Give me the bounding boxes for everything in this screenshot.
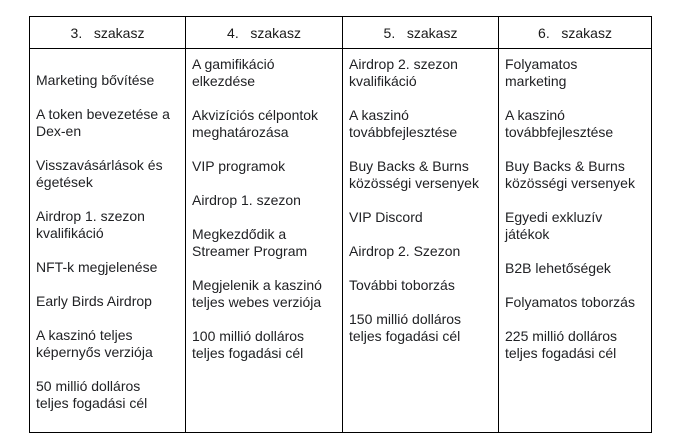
list-item: Buy Backs & Burns közösségi versenyek xyxy=(505,158,635,191)
list-item: 100 millió dolláros teljes fogadási cél xyxy=(192,328,305,361)
list-item: A kaszinó továbbfejlesztése xyxy=(349,107,458,140)
list-item: Visszavásárlások és égetések xyxy=(36,157,163,190)
list-item: 150 millió dolláros teljes fogadási cél xyxy=(349,311,462,344)
list-item: A token bevezetése a Dex-en xyxy=(36,106,170,139)
phase-5-column xyxy=(343,49,499,432)
list-item: Buy Backs & Burns közösségi versenyek xyxy=(349,158,479,191)
phase-4-header: 4. szakasz xyxy=(186,17,343,49)
list-item: A kaszinó továbbfejlesztése xyxy=(505,107,614,140)
list-item: VIP programok xyxy=(192,158,286,174)
list-item: Airdrop 1. szezon kvalifikáció xyxy=(36,208,145,241)
list-item: További toborzás xyxy=(349,277,455,293)
phase-5-header: 5. szakasz xyxy=(343,17,499,49)
roadmap-table xyxy=(29,16,652,433)
list-item: NFT-k megjelenése xyxy=(36,259,158,275)
list-item: Folyamatos toborzás xyxy=(505,294,635,310)
list-item: Megjelenik a kaszinó teljes webes verziója xyxy=(192,277,322,310)
list-item: 225 millió dolláros teljes fogadási cél xyxy=(505,328,618,361)
list-item: Folyamatos marketing xyxy=(505,56,578,89)
list-item: VIP Discord xyxy=(349,209,423,225)
list-item: Akvizíciós célpontok meghatározása xyxy=(192,107,319,140)
list-item: Egyedi exkluzív játékok xyxy=(505,209,603,242)
list-item: Megkezdődik a Streamer Program xyxy=(192,226,308,259)
phase-3-column xyxy=(30,49,186,432)
phase-3-header: 3. szakasz xyxy=(30,17,186,49)
phase-4-column xyxy=(186,49,343,432)
list-item: 50 millió dolláros teljes fogadási cél xyxy=(36,378,148,411)
phase-6-column xyxy=(499,49,651,432)
list-item: B2B lehetőségek xyxy=(505,260,611,276)
list-item: A kaszinó teljes képernyős verziója xyxy=(36,327,153,360)
list-item: Airdrop 2. szezon kvalifikáció xyxy=(349,56,458,89)
list-item: Airdrop 1. szezon xyxy=(192,192,301,208)
list-item: Airdrop 2. Szezon xyxy=(349,243,461,259)
list-item: Marketing bővítése xyxy=(36,72,155,88)
phase-6-header: 6. szakasz xyxy=(499,17,651,49)
list-item: A gamifikáció elkezdése xyxy=(192,56,275,89)
list-item: Early Birds Airdrop xyxy=(36,293,152,309)
